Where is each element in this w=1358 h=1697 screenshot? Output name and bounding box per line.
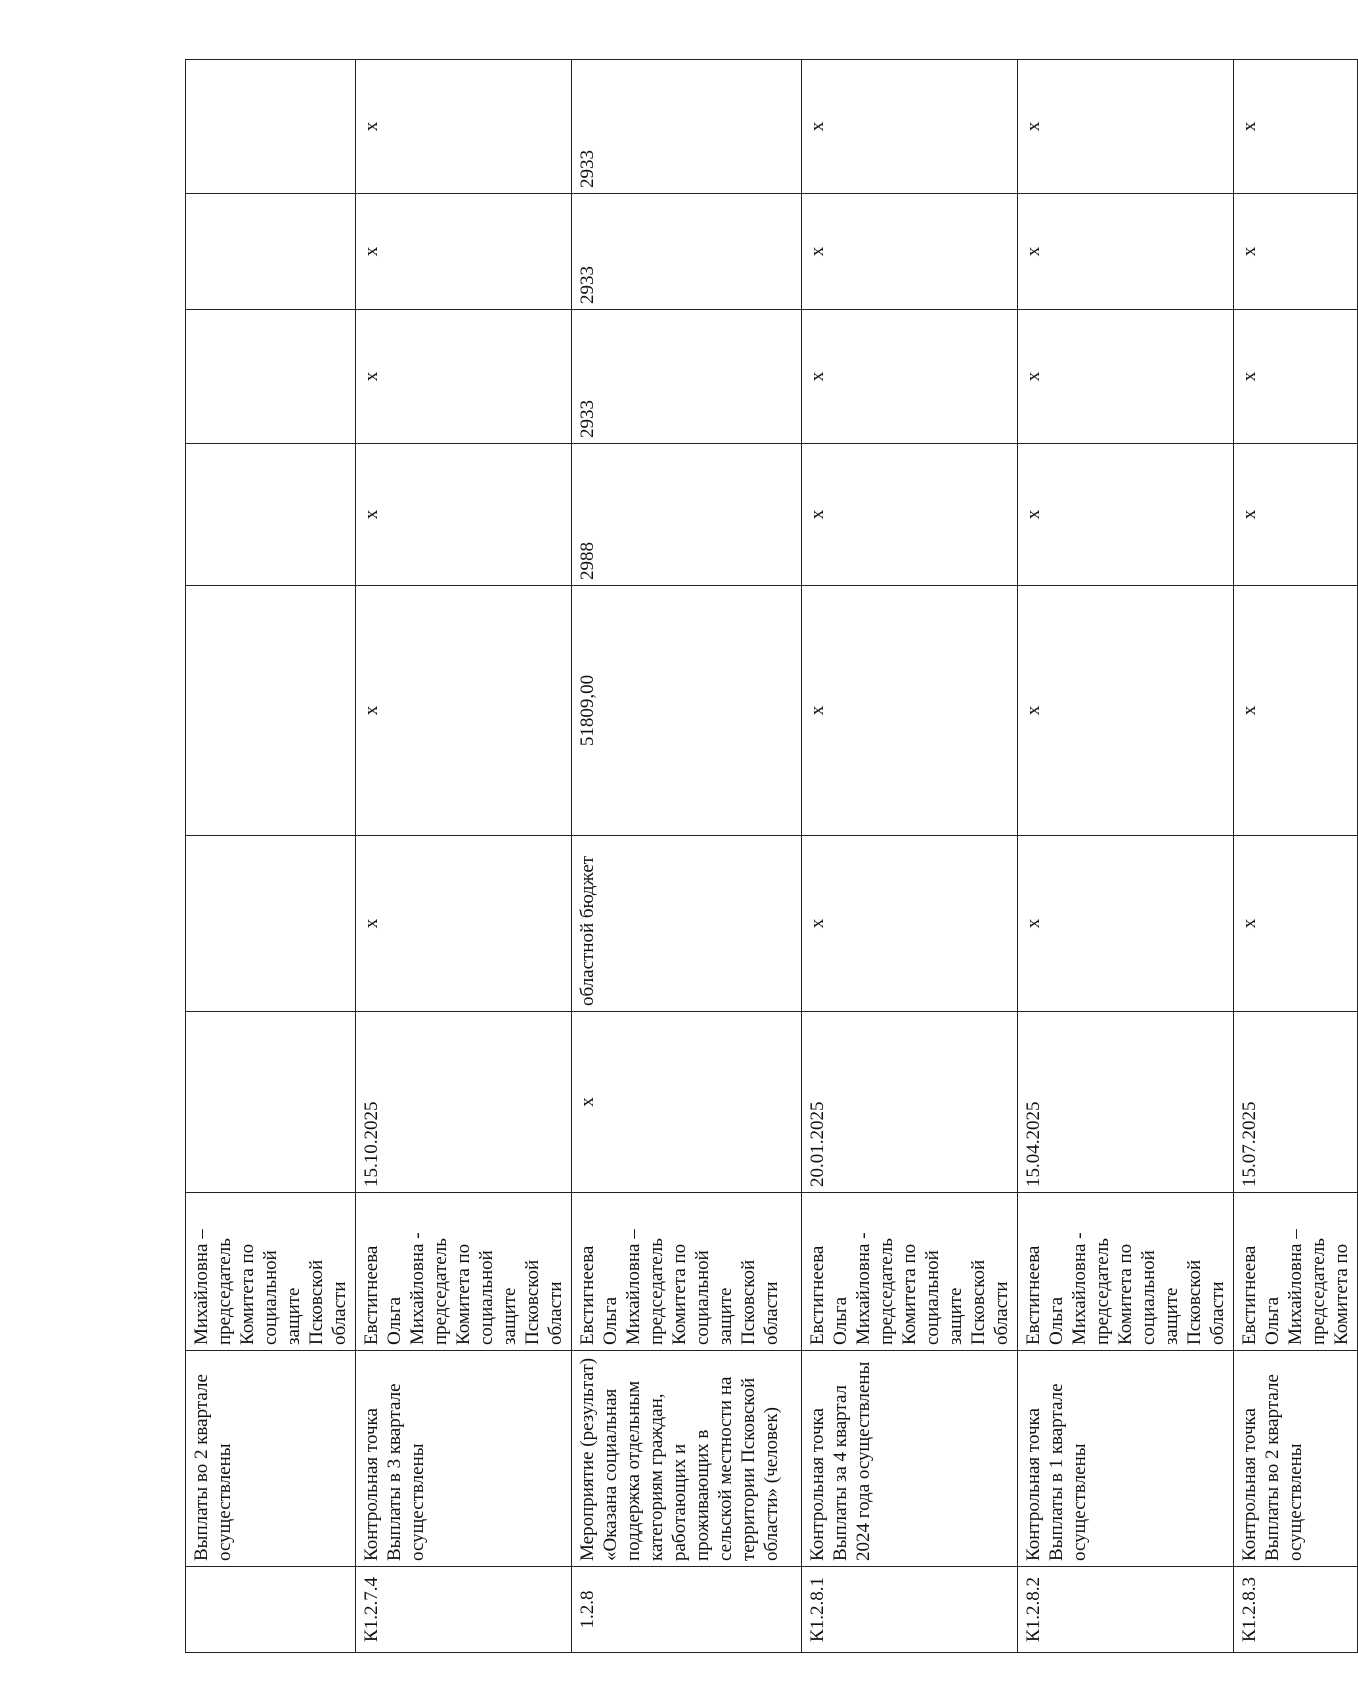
row-source: областной бюджет — [572, 836, 802, 1012]
row-date — [186, 1012, 356, 1193]
row-date: 20.01.2025 — [802, 1012, 1018, 1193]
row-name: Контрольная точка Выплаты в 3 квартале осуществлены — [356, 1351, 572, 1567]
row-date: 15.04.2025 — [1018, 1012, 1234, 1193]
row-name: Мероприятие (результат) «Оказана социальная поддержка отдельным категориям граждан, работающих и проживающих в сельской местности на территории Псковской области» (человек) — [572, 1351, 802, 1567]
row-source: х — [1018, 836, 1234, 1012]
row-value-2: 2933 — [572, 310, 802, 444]
row-value-3: х — [1018, 194, 1234, 310]
row-value-2 — [186, 310, 356, 444]
row-amount: х — [802, 586, 1018, 836]
table-row — [802, 60, 1018, 1653]
row-responsible: Евстигнеева Ольга Михайловна - председатель Комитета по социальной защите Псковской области — [356, 1193, 572, 1351]
row-number: К1.2.8.2 — [1018, 1567, 1234, 1653]
row-amount: х — [1234, 586, 1358, 836]
row-value-3 — [186, 194, 356, 310]
row-number: 1.2.8 — [572, 1567, 802, 1653]
row-value-4: х — [1234, 60, 1358, 194]
row-amount: х — [1018, 586, 1234, 836]
plan-table — [185, 59, 1358, 1653]
row-value-3: 2933 — [572, 194, 802, 310]
row-name: Выплаты во 2 квартале осуществлены — [186, 1351, 356, 1567]
row-number: К1.2.7.4 — [356, 1567, 572, 1653]
row-value-1: х — [1018, 444, 1234, 586]
row-date: 15.07.2025 — [1234, 1012, 1358, 1193]
row-source — [186, 836, 356, 1012]
row-responsible: Евстигнеева Ольга Михайловна – председатель Комитета по — [1234, 1193, 1358, 1351]
row-source: х — [356, 836, 572, 1012]
row-value-4: х — [356, 60, 572, 194]
table-row — [186, 60, 356, 1653]
row-name: Контрольная точка Выплаты за 4 квартал 2024 года осуществлены — [802, 1351, 1018, 1567]
row-responsible: Евстигнеева Ольга Михайловна – председатель Комитета по социальной защите Псковской области — [572, 1193, 802, 1351]
row-value-1: х — [356, 444, 572, 586]
row-responsible: Михайловна – председатель Комитета по социальной защите Псковской области — [186, 1193, 356, 1351]
row-value-2: х — [1018, 310, 1234, 444]
row-amount: 51809,00 — [572, 586, 802, 836]
row-value-2: х — [1234, 310, 1358, 444]
row-responsible: Евстигнеева Ольга Михайловна - председатель Комитета по социальной защите Псковской области — [1018, 1193, 1234, 1351]
row-source: х — [802, 836, 1018, 1012]
row-value-3: х — [802, 194, 1018, 310]
row-value-3: х — [356, 194, 572, 310]
row-value-1 — [186, 444, 356, 586]
row-date: 15.10.2025 — [356, 1012, 572, 1193]
row-value-1: 2988 — [572, 444, 802, 586]
row-value-4 — [186, 60, 356, 194]
row-source: х — [1234, 836, 1358, 1012]
row-value-2: х — [356, 310, 572, 444]
row-value-1: х — [802, 444, 1018, 586]
table-row — [356, 60, 572, 1653]
row-value-3: х — [1234, 194, 1358, 310]
row-number: К1.2.8.3 — [1234, 1567, 1358, 1653]
table-row — [1018, 60, 1234, 1653]
table-row — [572, 60, 802, 1653]
row-name: Контрольная точка Выплаты во 2 квартале осуществлены — [1234, 1351, 1358, 1567]
row-amount: х — [356, 586, 572, 836]
row-value-2: х — [802, 310, 1018, 444]
row-value-4: х — [1018, 60, 1234, 194]
row-number — [186, 1567, 356, 1653]
table-row — [1234, 60, 1358, 1653]
rotated-document-page — [185, 60, 1352, 1653]
row-date: х — [572, 1012, 802, 1193]
row-amount — [186, 586, 356, 836]
row-number: К1.2.8.1 — [802, 1567, 1018, 1653]
row-value-4: 2933 — [572, 60, 802, 194]
row-name: Контрольная точка Выплаты в 1 квартале осуществлены — [1018, 1351, 1234, 1567]
row-value-4: х — [802, 60, 1018, 194]
row-value-1: х — [1234, 444, 1358, 586]
row-responsible: Евстигнеева Ольга Михайловна - председатель Комитета по социальной защите Псковской области — [802, 1193, 1018, 1351]
